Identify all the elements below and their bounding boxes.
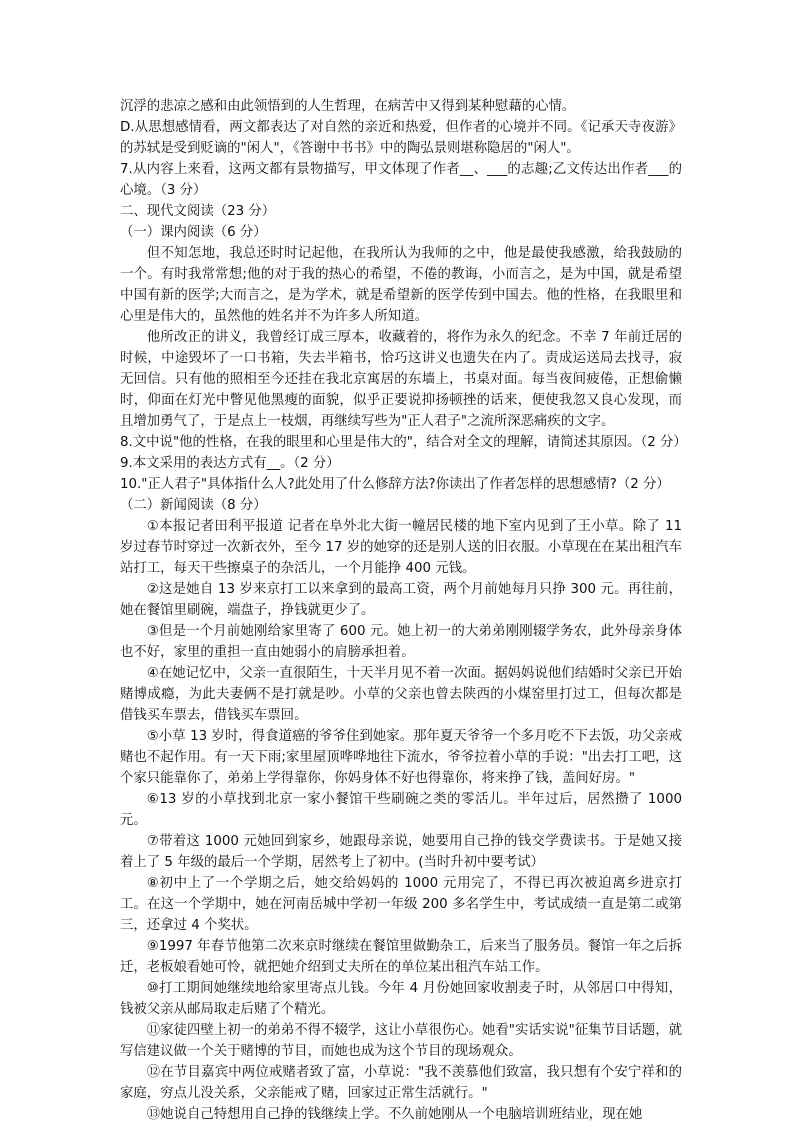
question-9: 9.本文采用的表达方式有__。（2 分） [120,456,340,471]
news-paragraph: ⑪家徒四壁上初一的弟弟不得不辍学，这让小草很伤心。她看"实话实说"征集节目话题，就写信建议做一个关于赌博的节目，而她也成为这个节目的现场观众。 [120,1023,682,1059]
reading-paragraph: 他所改正的讲义，我曾经订成三厚本，收藏着的，将作为永久的纪念。不幸 7 年前迁居的时候，中途毁坏了一口书箱，失去半箱书，恰巧这讲义也遗失在内了。责成运送局去找寻，寂无回信。只有他的照相至今还挂在我北京寓居的东墙上，书桌对面。每当夜间疲倦，正想偷懒时，仰面在灯光中瞥见他黑瘦的面貌，似乎正要说抑扬顿挫的话来，便使我忽又良心发现，而且增加勇气了，于是点上一枝烟，再继续写些为"正人君子"之流所深恶痛疾的文字。 [120,330,682,429]
reading-paragraph: 但不知怎地，我总还时时记起他，在我所认为我师的之中，他是最使我感激，给我鼓励的一个。有时我常常想;他的对于我的热心的希望，不倦的教诲，小而言之，是为中国，就是希望中国有新的医学;大而言之，是为学术，就是希望新的医学传到中国去。他的性格，在我眼里和心里是伟大的，虽然他的姓名并不为许多人所知道。 [120,246,682,324]
question-7: 7.从内容上来看，这两文都有景物描写，甲文体现了作者__、___的志趣;乙文传达出作者___的心境。（3 分） [120,162,682,198]
news-paragraph: ②这是她自 13 岁来京打工以来拿到的最高工资，两个月前她每月只挣 300 元。再往前，她在餐馆里刷碗，端盘子，挣钱就更少了。 [120,582,682,618]
news-paragraph: ⑧初中上了一个学期之后，她交给妈妈的 1000 元用完了，不得已再次被迫离乡进京打工。在这一个学期中，她在河南岳城中学初一年级 200 多名学生中，考试成绩一直是第二或第三，还拿过 4 个奖状。 [120,876,682,933]
subsection-heading: （二）新闻阅读（8 分） [120,498,267,513]
news-paragraph: ⑦带着这 1000 元她回到家乡，她跟母亲说，她要用自己挣的钱交学费读书。于是她又接着上了 5 年级的最后一个学期，居然考上了初中。(当时升初中要考试） [120,834,682,870]
news-paragraph: ⑨1997 年春节他第二次来京时继续在餐馆里做勤杂工，后来当了服务员。餐馆一年之后拆迁，老板娘看她可怜，就把她介绍到丈夫所在的单位某出租汽车站工作。 [120,939,682,975]
news-paragraph: ③但是一个月前她刚给家里寄了 600 元。她上初一的大弟弟刚刚辍学务农，此外母亲身体也不好，家里的重担一直由她弱小的肩膀承担着。 [120,624,682,660]
question-8: 8.文中说"他的性格，在我的眼里和心里是伟大的"，结合对全文的理解，请简述其原因。（2 分） [120,435,687,450]
news-paragraph: ④在她记忆中，父亲一直很陌生，十天半月见不着一次面。据妈妈说他们结婚时父亲已开始赌博成瘾，为此夫妻俩不是打就是吵。小草的父亲也曾去陕西的小煤窑里打过工，但每次都是借钱买车票去，借钱买车票回。 [120,666,682,723]
news-paragraph: ⑩打工期间她继续地给家里寄点儿钱。今年 4 月份她回家收割麦子时，从邻居口中得知，钱被父亲从邮局取走后赌了个精光。 [120,981,682,1017]
news-paragraph: ⑫在节目嘉宾中两位戒赌者致了富，小草说："我不羡慕他们致富，我只想有个安宁祥和的家庭，穷点儿没关系，父亲能戒了赌，回家过正常生活就行。" [120,1065,682,1101]
option-d: D.从思想感情看，两文都表达了对自然的亲近和热爱，但作者的心境并不同。《记承天寺夜游》的苏轼是受到贬谪的"闲人"，《答谢中书书》中的陶弘景则堪称隐居的"闲人"。 [120,120,682,156]
document-body [120,96,687,1125]
news-paragraph: ⑤小草 13 岁时，得食道癌的爷爷住到她家。那年夏天爷爷一个多月吃不下去饭，功父亲戒赌也不起作用。有一天下雨;家里屋顶哗哗地往下流水，爷爷拉着小草的手说："出去打工吧，这个家只能靠你了，弟弟上学得靠你，你妈身体不好也得靠你，将来挣了钱，盖间好房。" [120,729,682,786]
news-paragraph: ⑬她说自己特想用自己挣的钱继续上学。不久前她刚从一个电脑培训班结业，现在她 [146,1107,643,1122]
news-paragraph: ⑥13 岁的小草找到北京一家小餐馆干些刷碗之类的零活儿。半年过后，居然攒了 1000 元。 [120,792,682,828]
section-heading: 二、现代文阅读（23 分） [120,204,276,219]
news-paragraph: ①本报记者田利平报道 记者在阜外北大街一幢居民楼的地下室内见到了王小草。除了 11 岁过春节时穿过一次新衣外，至今 17 岁的她穿的还是别人送的旧衣服。小草现在在某出租汽车站打工，每天干些擦桌子的杂活儿，一个月能挣 400 元钱。 [120,519,682,576]
paragraph-line: 沉浮的悲凉之感和由此领悟到的人生哲理，在病苦中又得到某种慰藉的心情。 [120,99,576,114]
question-10: 10."正人君子"具体指什么人?此处用了什么修辞方法?你读出了作者怎样的思想感情?（2 分） [120,477,670,492]
subsection-heading: （一）课内阅读（6 分） [120,225,267,240]
